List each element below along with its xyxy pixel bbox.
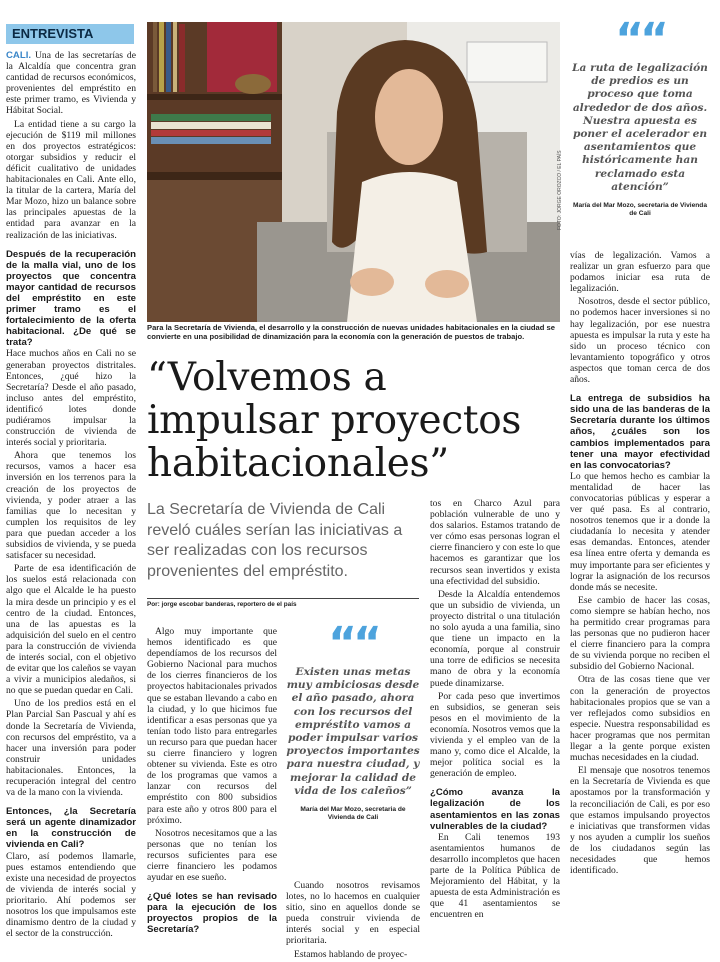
- paragraph: Nosotros necesitamos que a las personas que no tenían los recursos suficientes para ese cierre financiero les podamos ayudar en ese sueño.: [147, 827, 277, 884]
- paragraph: Uno de los predios está en el Plan Parcial San Pascual y ahí es donde la Secretaría de Vivienda, con recursos del empréstito, va a hacer una inversión para poder construir unidades habitacionales. Entonces, la recuperación integral del centro va de la mano con la vivienda.: [6, 698, 136, 799]
- interview-question: ¿Cómo avanza la legalización de los asentamientos en las zonas vulnerables de la ciudad?: [430, 787, 560, 832]
- pull-quote-top: [570, 14, 710, 218]
- paragraph: Ahora que tenemos los recursos, vamos a hacer esa inversión en los terrenos para la creación de los proyectos de vivienda, y poder atraer a las familias que lo necesitan y cumplen los requisitos de ley para que puedan acceder a los subsidios de vivienda, y se pueda satisfacer su necesidad.: [6, 450, 136, 562]
- interview-question: La entrega de subsidios ha sido una de las banderas de la Secretaría durante los últimos años, ¿cuáles son los cambios implementados para tener una mayor efectividad en las convocatorias?: [570, 393, 710, 471]
- article-column-3: [286, 880, 420, 962]
- quote-mark-icon: ““: [328, 618, 378, 669]
- pull-quote-role: secretaria de Vivienda de Cali: [629, 202, 708, 218]
- article-column-5: [570, 250, 710, 878]
- paragraph: Estamos hablando de proyec-: [294, 948, 408, 960]
- paragraph: Lo que hemos hecho es cambiar la mentalidad de hacer las convocatorias públicas y esperar a ver qué pasa. Es al contrario, nosotros tenemos que ir a donde la ciudadanía lo necesita y atender esas demandas. Entonces, atender esa línea entre oferta y demanda es muy importante para ser eficientes y lograr la asignación de los recursos donde más se necesite.: [570, 470, 710, 593]
- pull-quote-role: secretaria de Vivienda de Cali: [327, 806, 406, 822]
- quote-mark-icon: ““: [615, 14, 665, 65]
- pull-quote-attribution: [286, 806, 420, 822]
- interview-question: ¿Qué lotes se han revisado para la ejecución de los proyectos propios de la Secretaría?: [147, 891, 277, 936]
- paragraph: Hace muchos años en Cali no se generaban proyectos distritales. Entonces, ¿qué hizo la Secretaría? Desde el año pasado, incluso antes del empréstito, identificó lotes donde pudiéramos impulsar la construcción de vivienda de interés social y prioritaria.: [6, 348, 136, 449]
- dateline: CALI.: [6, 50, 32, 61]
- byline: Por: jorge escobar banderas, reportero de el país: [147, 598, 419, 608]
- paragraph: vías de legalización. Vamos a realizar un gran esfuerzo para que podamos iniciar esa ruta de legalización.: [570, 250, 710, 295]
- interview-question: Entonces, ¿la Secretaría será un agente dinamizador en la construcción de vivienda en Cali?: [6, 806, 136, 851]
- article-column-4: [430, 498, 560, 922]
- pull-quote-middle: [286, 618, 420, 822]
- article-column-2: [147, 626, 277, 936]
- paragraph: Algo muy importante que hemos identificado es que dependíamos de los recursos del Gobierno Nacional para muchos de los cierres financieros de los proyectos habitacionales privados que se estaban llevando a cabo en la ciudad, y lo que hicimos fue identificar a esas personas que ya tenían todo listo para entregarles un recurso para que puedan hacer su cierre financiero y logren obtener su vivienda. Este es otro de los programas que vamos a lanzar con recursos del empréstito con 800 subsidios para este año y otros 800 para el próximo.: [147, 626, 278, 826]
- article-column-1: [6, 50, 136, 941]
- paragraph: El mensaje que nosotros tenemos en la Secretaría de Vivienda es que apostamos por la transformación y la reconciliación de Cali, es por eso que estamos impulsando proyectos e iniciativas que transformen vidas y nos ayuden a cumplir los sueños de los ciudadanos según las necesidades que hemos identificado.: [570, 765, 710, 877]
- pull-quote-attribution: [570, 202, 710, 218]
- paragraph: En Cali tenemos 193 asentamientos humanos de desarrollo incompletos que hacen parte de la Política Pública de Mejoramiento del Hábitat, y la apuesta de esta Administración es que 41 asentamientos se encuentren en: [430, 831, 560, 921]
- pull-quote-name: María del Mar Mozo,: [572, 202, 636, 210]
- headline: “Volvemos a impulsar proyectos habitacionales”: [147, 355, 522, 486]
- paragraph: Ese cambio de hacer las cosas, como siempre se habían hecho, nos ha permitido crear programas para las personas que no pudieron hacer el cierre financiero para la compra de su vivienda porque no reciben el subsidio del Gobierno Nacional.: [570, 594, 710, 673]
- photo-credit: FOTO: JORGE OROZCO / EL PAÍS: [557, 150, 563, 230]
- lead-paragraph: [6, 50, 136, 117]
- interview-photo: [147, 22, 560, 322]
- pull-quote-text: La ruta de legalización de predios es un proceso que toma alrededor de dos años. Nuestra apuesta es poner el acelerador en asentamientos que históricamente han reclamado esta atención”: [572, 62, 708, 193]
- paragraph: Claro, así podemos llamarle, pues estamos entendiendo que existe una necesidad de proyectos de vivienda de interés social y prioritario. Ahí podemos ser nosotros los que impulsamos este dinamismo dentro de la ciudad y el sector de la construcción.: [6, 850, 136, 940]
- paragraph: La entidad tiene a su cargo la ejecución de $119 mil millones en dos proyectos estratégicos: otorgar subsidios y reducir el déficit cualitativo de unidades habitacionales en Cali. Ante ello, la titular de la cartera, María del Mar Mozo, hizo un balance sobre las principales apuestas de la entidad para avanzar en la realización de las iniciativas.: [6, 118, 136, 241]
- paragraph: Por cada peso que invertimos en subsidios, se generan seis pesos en el movimiento de la economía. Nosotros vemos que la vivienda y el empleo van de la mano y, como dice el Alcalde, la mejor política social es la generación de empleo.: [430, 690, 560, 780]
- paragraph: tos en Charco Azul para población vulnerable de uno y dos salarios. Estamos tratando de ver cómo esas personas logran el cierre financiero y con este lo que hacemos es garantizar que los recursos sean invertidos y exista una efectividad del subsidio.: [430, 498, 560, 587]
- pull-quote-name: María del Mar Mozo,: [300, 806, 364, 814]
- interview-question: Después de la recuperación de la malla vial, uno de los proyectos que concentra mayor cantidad de recursos del empréstito en este primer tramo es el fortalecimiento de la oferta habitacional. ¿De qué se trata?: [6, 248, 136, 349]
- deck: La Secretaría de Vivienda de Cali reveló cuáles serían las iniciativas a ser realizadas con los recursos provenientes del empréstito.: [147, 501, 403, 580]
- paragraph: Parte de esa identificación de los suelos está relacionada con algo que el Alcalde le ha puesto la mira desde un principio y es el centro de la ciudad. Entonces, una de las apuestas es la adquisición del suelo en el centro para la construcción de vivienda de interés social, con el objetivo de evitar que los caleños se vayan a vivir a municipios aledaños, si no que se puedan quedar en Cali.: [6, 563, 136, 697]
- photo-illustration: [147, 22, 560, 322]
- paragraph: Cuando nosotros revisamos lotes, no lo hacemos en cualquier sitio, sino en aquellos donde se pueda construir vivienda de interés social y en especial prioritaria.: [286, 880, 420, 947]
- pull-quote-text: Existen unas metas muy ambiciosas desde el año pasado, ahora con los recursos del empréstito vamos a poder impulsar varios proyectos importantes para nuestra ciudad, y mejorar la calidad de vida de los caleños”: [286, 666, 420, 797]
- photo-caption: Para la Secretaría de Vivienda, el desarrollo y la construcción de nuevas unidades habitacionales en la ciudad se convierte en una posibilidad de dinamización para la economía con la generación de puestos de trabajo.: [147, 323, 555, 342]
- paragraph: Desde la Alcaldía entendemos que un subsidio de vivienda, un proyecto distrital o una titulación no solo ayuda a una familia, sino que tiene un impacto en la economía, porque al construir una torre de edificios se necesita mano de obra y la economía puede dinamizarse.: [430, 588, 560, 689]
- paragraph: Nosotros, desde el sector público, no podemos hacer inversiones si no hay legalización, por ese nuestra apuesta es impulsar la ruta y este ha sido un proceso técnico con levantamiento topográfico y otros aspectos que toman cerca de dos años.: [570, 296, 710, 386]
- lead-text: Una de las secretarías de la Alcaldía que concentra gran cantidad de recursos económicos, provenientes del empréstito en este primer tramo, es Vivienda y Hábitat Social.: [6, 50, 136, 117]
- paragraph: Otra de las cosas tiene que ver con la generación de proyectos habitacionales propios que se van a ver reflejados como subsidios en especie. Nuestra responsabilidad es hacer programas que nos permitan llegar a la gente porque existen muchas necesidades en la ciudad.: [570, 674, 710, 764]
- section-tag: ENTREVISTA: [6, 24, 134, 44]
